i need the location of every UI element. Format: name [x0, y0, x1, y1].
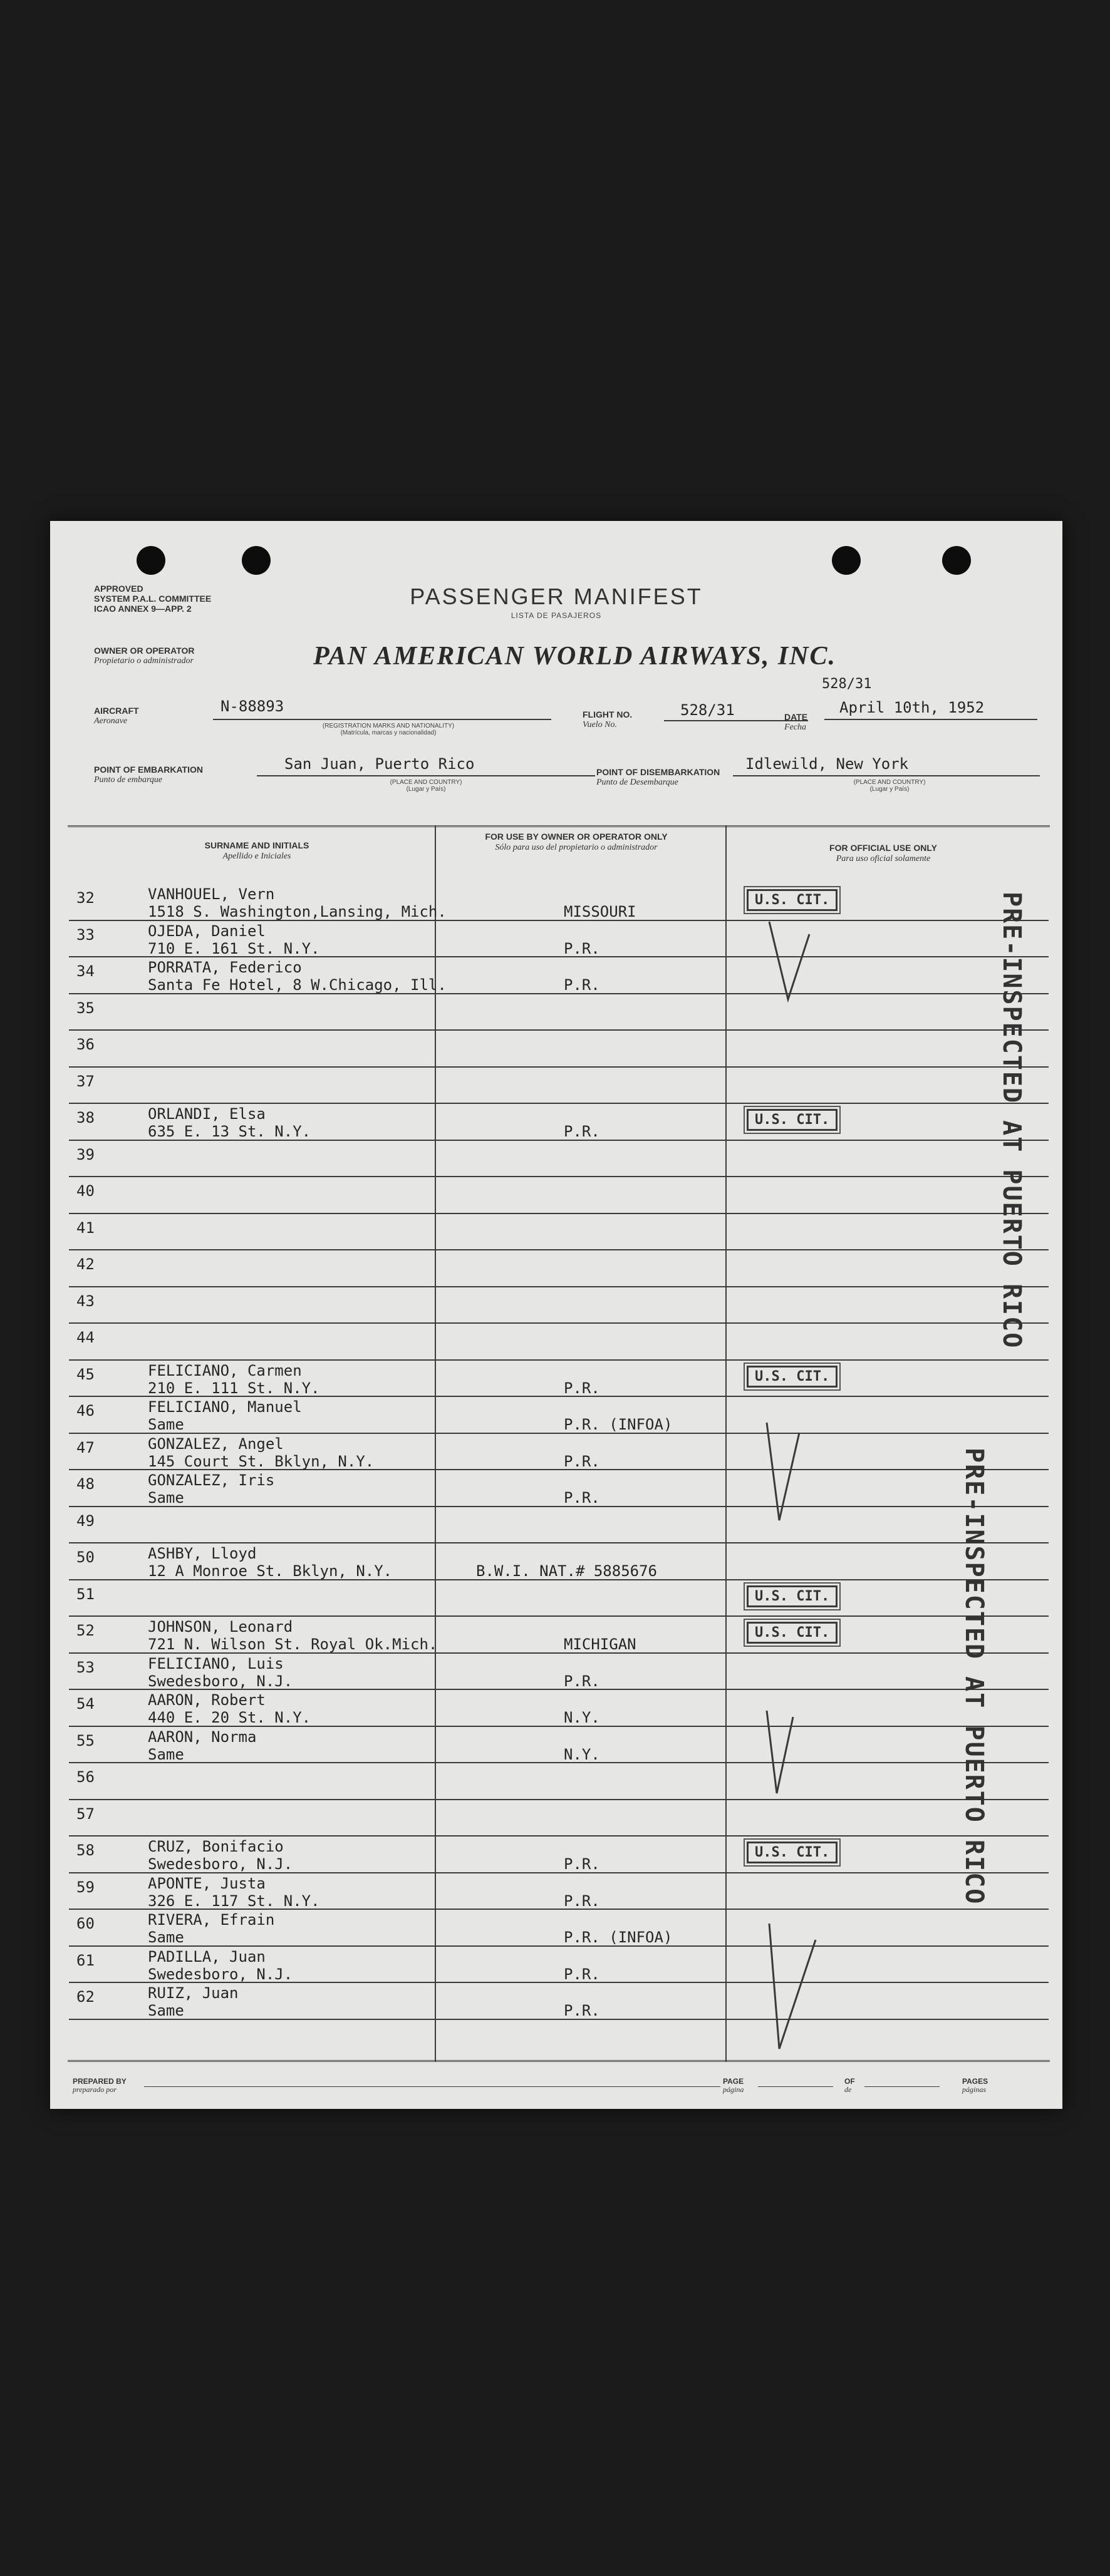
disembarkation-note: (PLACE AND COUNTRY) (Lugar y País): [853, 779, 926, 793]
row-number: 40: [76, 1182, 95, 1200]
passenger-address: Same: [148, 2002, 184, 2019]
row-number: 59: [76, 1878, 95, 1896]
row-number: 49: [76, 1512, 95, 1530]
owner-label: OWNER OR OPERATOR Propietario o administrador: [94, 646, 195, 666]
passenger-name: ORLANDI, Elsa: [148, 1105, 266, 1123]
row-number: 58: [76, 1842, 95, 1859]
passenger-name: FELICIANO, Manuel: [148, 1398, 302, 1416]
aircraft-value: N-88893: [220, 698, 284, 715]
embarkation-label: POINT OF EMBARKATION Punto de embarque: [94, 765, 203, 785]
passenger-name: PADILLA, Juan: [148, 1947, 266, 1965]
row-number: 55: [76, 1731, 95, 1749]
owner-use-value: P.R.: [564, 1452, 600, 1470]
owner-use-value: P.R.: [564, 939, 600, 957]
owner-use-value: P.R. (INFOA): [564, 1929, 673, 1946]
passenger-address: Swedesboro, N.J.: [148, 1672, 293, 1690]
owner-use-value: P.R.: [564, 1965, 600, 1983]
row-number: 53: [76, 1658, 95, 1676]
date-label: DATE Fecha: [784, 712, 808, 732]
owner-use-value: P.R.: [564, 1892, 600, 1910]
passenger-name: GONZALEZ, Angel: [148, 1435, 284, 1453]
passenger-name: JOHNSON, Leonard: [148, 1618, 293, 1636]
owner-use-value: B.W.I. NAT.# 5885676: [476, 1562, 657, 1580]
row-number: 35: [76, 999, 95, 1017]
owner-use-value: P.R.: [564, 2002, 600, 2019]
row-number: 41: [76, 1218, 95, 1237]
flight-label: FLIGHT NO. Vuelo No.: [583, 709, 633, 729]
passenger-address: Same: [148, 1745, 184, 1763]
passenger-address: Swedesboro, N.J.: [148, 1965, 293, 1983]
approval-line: ICAO ANNEX 9—APP. 2: [94, 604, 192, 614]
of-line: [864, 2086, 940, 2087]
approval-line: APPROVED: [94, 584, 143, 594]
row-number: 38: [76, 1109, 95, 1126]
page-subtitle: LISTA DE PASAJEROS: [511, 611, 602, 620]
page-title: PASSENGER MANIFEST: [410, 584, 703, 609]
row-number: 57: [76, 1805, 95, 1823]
prepared-by-line: [144, 2086, 720, 2087]
passenger-name: RIVERA, Efrain: [148, 1911, 275, 1929]
flight-number: 528/31: [680, 701, 735, 719]
passenger-name: PORRATA, Federico: [148, 959, 302, 976]
us-citizen-stamp: U.S. CIT.: [747, 1366, 838, 1388]
row-number: 46: [76, 1402, 95, 1419]
check-mark: [769, 922, 809, 999]
embarkation-note: (PLACE AND COUNTRY) (Lugar y País): [390, 779, 462, 793]
passenger-name: ASHBY, Lloyd: [148, 1545, 257, 1562]
owner-use-value: P.R.: [564, 1489, 600, 1507]
owner-use-value: P.R.: [564, 1123, 600, 1140]
owner-use-value: MISSOURI: [564, 903, 636, 920]
table-bottom-border: [68, 2060, 1050, 2062]
passenger-address: Same: [148, 1489, 184, 1507]
passenger-address: 440 E. 20 St. N.Y.: [148, 1709, 311, 1726]
owner-use-value: MICHIGAN: [564, 1636, 636, 1653]
row-number: 60: [76, 1915, 95, 1932]
page-label: PAGE página: [723, 2077, 744, 2094]
passenger-name: RUIZ, Juan: [148, 1984, 239, 2002]
passenger-address: Same: [148, 1416, 184, 1433]
row-number: 56: [76, 1768, 95, 1786]
passenger-name: APONTE, Justa: [148, 1874, 266, 1892]
passenger-address: 145 Court St. Bklyn, N.Y.: [148, 1452, 375, 1470]
disembarkation-value: Idlewild, New York: [745, 755, 909, 773]
operator-name: PAN AMERICAN WORLD AIRWAYS, INC.: [313, 642, 837, 671]
row-number: 61: [76, 1951, 95, 1969]
row-number: 52: [76, 1622, 95, 1639]
passenger-address: 210 E. 111 St. N.Y.: [148, 1379, 320, 1397]
passenger-name: AARON, Robert: [148, 1691, 266, 1709]
passenger-address: 326 E. 117 St. N.Y.: [148, 1892, 320, 1910]
check-mark: [767, 1711, 793, 1793]
row-number: 32: [76, 889, 95, 907]
passenger-name: CRUZ, Bonifacio: [148, 1838, 284, 1855]
of-label: OF de: [844, 2077, 855, 2094]
row-number: 54: [76, 1695, 95, 1713]
page-line: [758, 2086, 833, 2087]
manifest-sheet: [50, 521, 1062, 2109]
passenger-address: 635 E. 13 St. N.Y.: [148, 1123, 311, 1140]
row-number: 37: [76, 1072, 95, 1090]
row-number: 50: [76, 1548, 95, 1566]
aircraft-label: AIRCRAFT Aeronave: [94, 706, 139, 726]
passenger-address: Same: [148, 1929, 184, 1946]
row-number: 51: [76, 1585, 95, 1603]
row-number: 36: [76, 1036, 95, 1053]
prepared-by-label: PREPARED BY preparado por: [73, 2077, 127, 2094]
aircraft-note: (REGISTRATION MARKS AND NATIONALITY) (Matrícula, marcas y nacionalidad): [322, 723, 455, 736]
row-number: 62: [76, 1988, 95, 2006]
row-number: 44: [76, 1329, 95, 1346]
owner-use-value: N.Y.: [564, 1709, 600, 1726]
passenger-name: GONZALEZ, Iris: [148, 1471, 275, 1489]
owner-use-value: P.R.: [564, 1379, 600, 1397]
passenger-name: VANHOUEL, Vern: [148, 885, 275, 903]
passenger-address: 721 N. Wilson St. Royal Ok.Mich.: [148, 1636, 438, 1653]
check-mark: [767, 1423, 799, 1520]
approval-line: SYSTEM P.A.L. COMMITTEE: [94, 594, 212, 604]
col-header-official: FOR OFFICIAL USE ONLY Para uso oficial solamente: [829, 843, 937, 863]
check-mark: [769, 1924, 816, 2049]
preinspected-stamp: PRE-INSPECTED AT PUERTO RICO: [960, 1448, 988, 1905]
us-citizen-stamp: U.S. CIT.: [747, 1109, 838, 1131]
disembarkation-label: POINT OF DISEMBARKATION Punto de Desembarque: [596, 767, 720, 787]
passenger-address: Swedesboro, N.J.: [148, 1855, 293, 1873]
passenger-name: FELICIANO, Carmen: [148, 1361, 302, 1379]
check-marks: [50, 521, 1062, 2109]
passenger-address: 710 E. 161 St. N.Y.: [148, 939, 320, 957]
date-value: April 10th, 1952: [839, 699, 985, 716]
row-number: 42: [76, 1255, 95, 1273]
owner-use-value: P.R.: [564, 1672, 600, 1690]
us-citizen-stamp: U.S. CIT.: [747, 1842, 838, 1863]
owner-use-value: P.R.: [564, 976, 600, 994]
row-number: 39: [76, 1145, 95, 1163]
passenger-name: AARON, Norma: [148, 1728, 257, 1746]
passenger-address: 12 A Monroe St. Bklyn, N.Y.: [148, 1562, 393, 1580]
row-number: 33: [76, 925, 95, 944]
row-number: 43: [76, 1292, 95, 1310]
flight-number-top: 528/31: [822, 676, 872, 692]
preinspected-stamp: PRE-INSPECTED AT PUERTO RICO: [997, 892, 1026, 1349]
pages-label: PAGES páginas: [962, 2077, 988, 2094]
col-header-owner: FOR USE BY OWNER OR OPERATOR ONLY Sólo para uso del propietario o administrador: [485, 832, 668, 852]
owner-use-value: P.R. (INFOA): [564, 1416, 673, 1433]
passenger-name: OJEDA, Daniel: [148, 922, 266, 940]
passenger-name: FELICIANO, Luis: [148, 1654, 284, 1672]
row-number: 47: [76, 1438, 95, 1456]
us-citizen-stamp: U.S. CIT.: [747, 889, 838, 911]
passenger-address: 1518 S. Washington,Lansing, Mich.: [148, 903, 447, 920]
us-citizen-stamp: U.S. CIT.: [747, 1622, 838, 1644]
row-number: 48: [76, 1475, 95, 1493]
row-number: 34: [76, 962, 95, 980]
row-number: 45: [76, 1365, 95, 1383]
embarkation-value: San Juan, Puerto Rico: [284, 755, 475, 773]
us-citizen-stamp: U.S. CIT.: [747, 1585, 838, 1607]
passenger-address: Santa Fe Hotel, 8 W.Chicago, Ill.: [148, 976, 447, 994]
owner-use-value: P.R.: [564, 1855, 600, 1873]
col-header-surname: SURNAME AND INITIALS Apellido e Iniciales: [204, 840, 309, 861]
owner-use-value: N.Y.: [564, 1745, 600, 1763]
